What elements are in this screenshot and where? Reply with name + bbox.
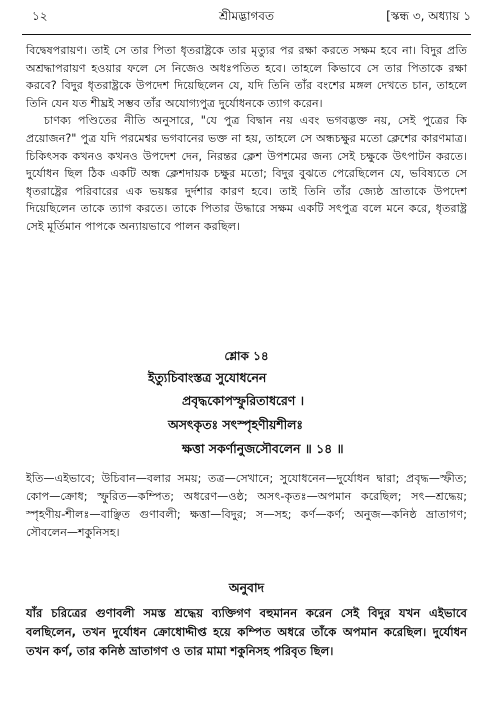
translation-text: যাঁর চরিত্রের গুণাবলী সমস্ত শ্রদ্ধেয় ব্যক্তিগণ বহুমানন করেন সেই বিদুর যখন এইভাবে বলছিলেন, তখন দুর্যোধন ক্রোধোদ্দীপ্ত হয়ে কম্পিত অধরে তাঁকে অপমান করেছিল। দুর্যোধন তখন কর্ণ, তার কনিষ্ঠ ভ্রাতাগণ ও তার মামা শকুনিসহ পরিবৃত ছিল। bbox=[26, 606, 467, 658]
verse-heading: শ্লোক ১৪ bbox=[224, 349, 269, 363]
verse-block bbox=[26, 348, 467, 470]
purport-paragraph-2: চাণক্য পণ্ডিতের নীতি অনুসারে, "যে পুত্র বিদ্বান নয় এবং ভগবদ্ভক্ত নয়, সেই পুত্রের কি প্রয়োজন?" পুত্র যদি পরমেশ্বর ভগবানের ভক্ত না হয়, তাহলে সে অন্ধচক্ষুর মতো ক্লেশের কারণমাত্র। চিকিৎসক কখনও কখনও উপদেশ দেন, নিরন্তর ক্লেশ উপশমের জন্য সেই চক্ষুকে উৎপাটন করতে। দুর্যোধন ছিল ঠিক একটি অন্ধ ক্লেশদায়ক চক্ষুর মতো; বিদুর বুঝতে পেরেছিলেন যে, ভবিষ্যতে সে ধৃতরাষ্ট্রের পরিবারের এক ভয়ঙ্কর দুর্দশার কারণ হবে। তাই তিনি তাঁর জ্যেষ্ঠ ভ্রাতাকে উপদেশ দিয়েছিলেন তাকে ত্যাগ করতে। তাকে পিতার উদ্ধারে সক্ষম একটি সৎপুত্র বলে মনে করে, ধৃতরাষ্ট্র সেই মূর্তিমান পাপকে অন্যায়ভাবে পালন করছিল। bbox=[26, 114, 467, 233]
page-header bbox=[22, 8, 471, 30]
verse-line-4: ক্ষত্তা সকর্ণানুজসৌবলেন ॥ ১৪ ॥ bbox=[182, 441, 344, 456]
verse-line-1: ইত্যুচিবাংস্তত্র সুযোধনেন bbox=[148, 370, 267, 385]
section-label: [স্কন্ধ ৩, অধ্যায় ১ bbox=[386, 9, 471, 23]
page-number: ১২ bbox=[32, 9, 48, 23]
purport-text bbox=[26, 42, 467, 236]
synonyms-text: ইতি—এইভাবে; উচিবান—বলার সময়; তত্র—সেখানে; সুযোধনেন—দুর্যোধন দ্বারা; প্রবৃদ্ধ—স্ফীত; কোপ—ক্রোধ; স্ফুরিত—কম্পিত; অধরেণ—ওষ্ঠ; অসৎ-কৃতঃ—অপমান করেছিল; সৎ—শ্রদ্ধেয়; স্পৃহণীয়-শীলঃ—বাঞ্ছিত গুণাবলী; ক্ষত্তা—বিদুর; স—সহ; কর্ণ—কর্ণ; অনুজ—কনিষ্ঠ ভ্রাতাগণ; সৌবলেন—শকুনিসহ। bbox=[26, 472, 467, 539]
book-title: শ্রীমদ্ভাগবত bbox=[218, 9, 274, 23]
header-divider bbox=[22, 34, 471, 35]
translation-heading: অনুবাদ bbox=[228, 580, 265, 595]
purport-paragraph-1: বিদ্বেষপরায়ণ। তাই সে তার পিতা ধৃতরাষ্ট্রকে তার মৃত্যুর পর রক্ষা করতে সক্ষম হবে না। বিদুর প্রতি অশ্রদ্ধাপরায়ণ হওয়ার ফলে সে নিজেও অধঃপতিত হবে। তাহলে কিভাবে সে তার পিতাকে রক্ষা করবে? বিদুর ধৃতরাষ্ট্রকে উপদেশ দিয়েছিলেন যে, যদি তিনি তাঁর বংশের মঙ্গল দেখতে চান, তাহলে তিনি যেন যত শীঘ্রই সম্ভব তাঁর অযোগ্যপুত্র দুর্যোধনকে ত্যাগ করেন। bbox=[26, 44, 467, 110]
verse-line-2: প্রবৃদ্ধকোপস্ফুরিতাধরেণ । bbox=[182, 393, 305, 408]
verse-line-3: অসৎকৃতঃ সৎস্পৃহণীয়শীলঃ bbox=[168, 417, 304, 432]
